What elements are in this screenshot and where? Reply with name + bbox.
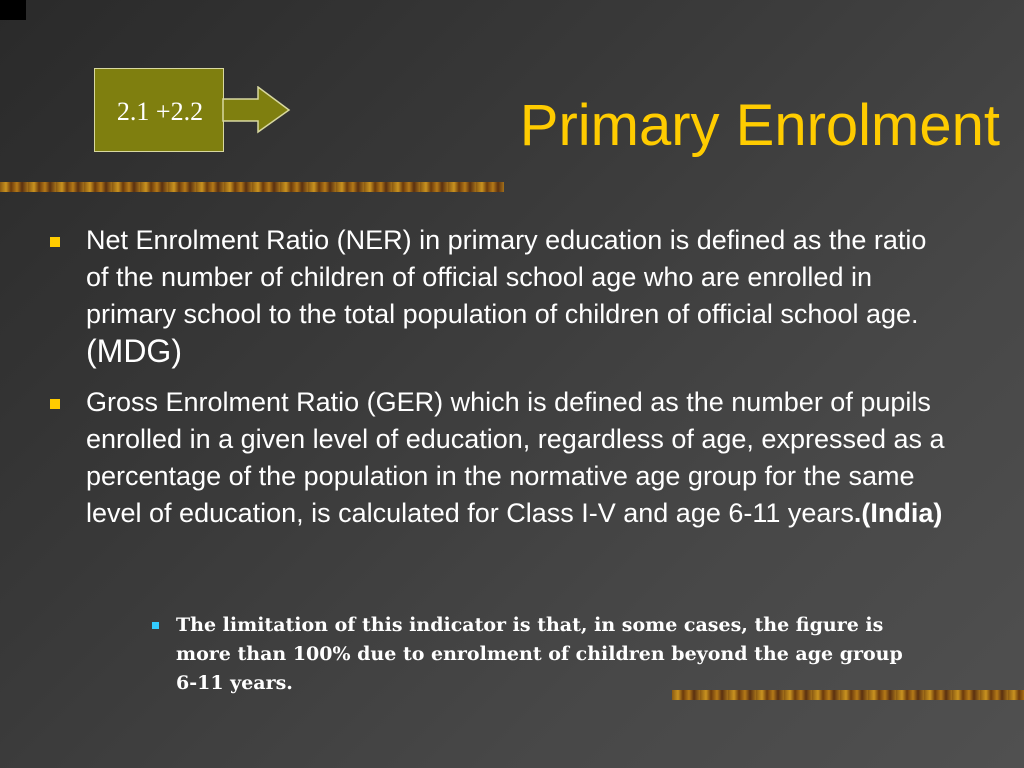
bullet-1-body: Net Enrolment Ratio (NER) in primary education is defined as the ratio of the number of children of official school age who are enrolled in primary school to the total population of children of official school age. [86, 225, 927, 329]
slide-title: Primary Enrolment [519, 93, 1000, 158]
corner-mark [0, 0, 26, 20]
right-arrow-icon [222, 86, 292, 134]
label-box [94, 68, 224, 152]
sub-bullet-square-icon [152, 622, 159, 629]
sub-bullet-1-text: The limitation of this indicator is that, in some cases, the figure is more than 100% due to enrolment of children beyond the age group 6-11 years. [176, 614, 903, 694]
bullet-square-icon [50, 399, 60, 409]
bullet-2-suffix: .(India) [853, 498, 943, 528]
decorative-divider-bottom [672, 690, 1024, 700]
bullet-1-suffix: (MDG) [86, 333, 182, 369]
bullet-1-text [86, 222, 956, 372]
bullet-2-body: Gross Enrolment Ratio (GER) which is defined as the number of pupils enrolled in a given level of education, regardless of age, expressed as a percentage of the population in the normative age group for the same level of education, is calculated for Class I-V and age 6-11 years [86, 387, 945, 528]
label-box-text: 2.1 +2.2 [116, 97, 204, 126]
decorative-divider-top [0, 182, 504, 192]
bullet-square-icon [50, 237, 60, 247]
bullet-2-text [86, 384, 956, 532]
